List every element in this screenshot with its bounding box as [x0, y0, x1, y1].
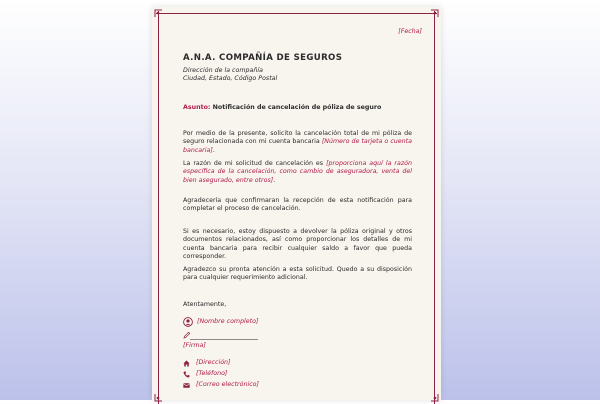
company-address: [183, 67, 383, 84]
signature-line: [190, 339, 258, 340]
frame-top-line: [156, 13, 437, 14]
signature-placeholder[interactable]: [Firma]: [183, 342, 206, 349]
contact-email-row: [183, 381, 259, 389]
contact-phone[interactable]: [Teléfono]: [196, 370, 228, 377]
paragraph-4: Si es necesario, estoy dispuesto a devolver la póliza original y otros documentos relacionados, así como proporcionar los detalles de mi cuenta bancaria para recibir cualquier saldo a favor que pueda corresponder.: [183, 228, 412, 261]
address-line-2: Ciudad, Estado, Código Postal: [183, 75, 278, 83]
account-placeholder[interactable]: [Número de tarjeta o cuenta bancaria]: [183, 138, 412, 154]
paragraph-1-end: .: [212, 146, 215, 154]
paragraph-3: Agradecería que confirmaran la recepción de esta notificación para completar el proceso de cancelación.: [183, 197, 412, 213]
contact-email[interactable]: [Correo electrónico]: [196, 381, 259, 388]
pen-icon: [183, 331, 191, 339]
paragraph-2: [183, 160, 412, 185]
phone-icon: [183, 371, 190, 378]
paragraph-2-end: .: [273, 176, 276, 184]
corner-ornament-icon: [154, 9, 163, 18]
closing: Atentamente,: [183, 301, 227, 308]
contact-phone-row: [183, 370, 227, 378]
name-row: [183, 317, 258, 327]
envelope-icon: [183, 382, 190, 389]
company-name: A.N.A. COMPAÑÍA DE SEGUROS: [183, 53, 343, 63]
paragraph-1-text: Por medio de la presente, solicito la cancelación total de mi póliza de seguro relacionada con mi cuenta bancaria: [183, 130, 412, 146]
contact-address-row: [183, 359, 231, 367]
home-icon: [183, 360, 190, 367]
corner-ornament-icon: [154, 393, 163, 402]
corner-ornament-icon: [430, 393, 439, 402]
contact-address[interactable]: [Dirección]: [196, 359, 231, 366]
paragraph-5: Agradezco su pronta atención a esta solicitud. Quedo a su disposición para cualquier requerimiento adicional.: [183, 266, 412, 282]
paragraph-1: [183, 130, 412, 155]
subject-text: Notificación de cancelación de póliza de seguro: [210, 104, 382, 111]
date-placeholder[interactable]: [Fecha]: [398, 28, 422, 35]
address-line-1: Dirección de la compañía: [183, 67, 263, 74]
user-circle-icon: [183, 317, 193, 327]
reason-placeholder[interactable]: [proporciona aquí la razón específica de la cancelación, como cambio de aseguradora, venta del bien asegurado, entre otros]: [183, 160, 412, 184]
frame-left-line: [158, 11, 159, 404]
paragraph-2-text: La razón de mi solicitud de cancelación es: [183, 160, 327, 167]
letter-page: [152, 7, 441, 400]
subject-line: [183, 104, 381, 112]
corner-ornament-icon: [430, 9, 439, 18]
subject-label: Asunto:: [183, 104, 211, 111]
name-placeholder[interactable]: [Nombre completo]: [197, 317, 259, 325]
frame-right-line: [434, 11, 435, 404]
